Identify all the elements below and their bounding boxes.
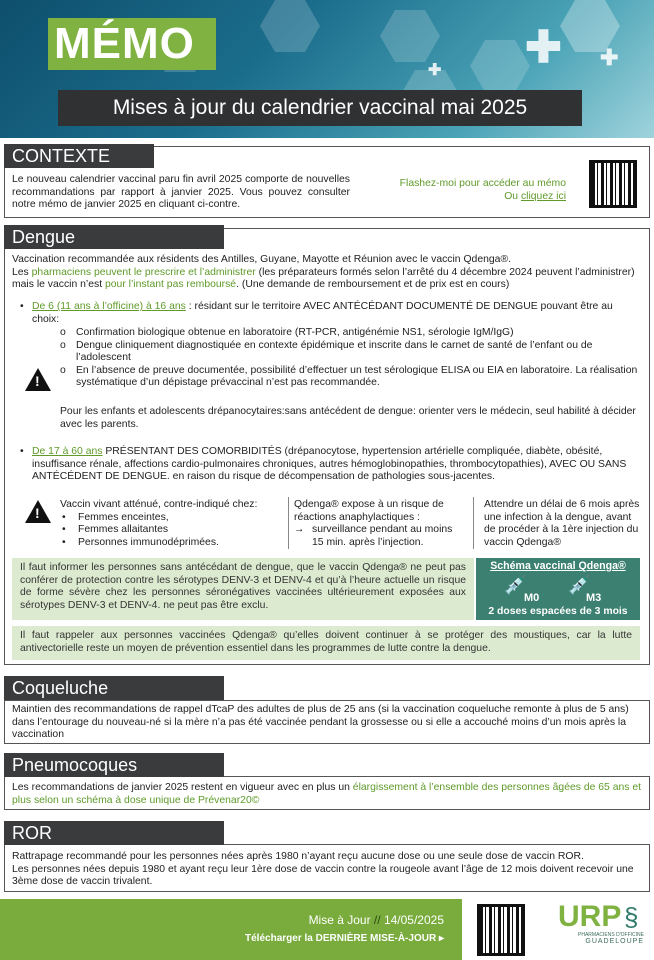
footer-bar: [0, 899, 462, 960]
dose-m3: M3: [586, 592, 602, 604]
divider: [288, 497, 289, 549]
warning-icon: [25, 500, 51, 523]
caduceus-icon: §: [624, 902, 639, 932]
dengue-intro-1: Vaccination recommandée aux résidents des Antilles, Guyane, Mayotte et Réunion avec le vaccin Qdenga®.: [12, 254, 511, 265]
ci-item: Personnes immunodéprimées.: [78, 536, 219, 548]
txt: (drépanocytose, hypertension artérielle compliquée, diabète, obésité, insuffisance rénale, affections cardio-pulmonaires chroniques, autres hémoglobinopathies, thrombocytopathies),: [32, 446, 603, 470]
anaphylaxis-note: Qdenga® expose à un risque de réactions anaphylactiques : → surveillance pendant au moins 15 min. après l’injection.: [294, 499, 466, 549]
ror-text: [12, 851, 642, 889]
section-title-dengue: Dengue: [4, 225, 224, 249]
update-date: 14/05/2025: [383, 913, 444, 927]
delay-note: Attendre un délai de 6 mois après une infection à la dengue, avant de procéder à la 1ère injection du vaccin Qdenga®: [484, 499, 640, 548]
txt: Les: [12, 266, 32, 278]
txt: pouvant être au choix:: [32, 301, 613, 325]
dengue-bullet-2: • De 17 à 60 ans PRÉSENTANT DES COMORBIDITÉS (drépanocytose, hypertension artérielle compliquée, diabète, obésité, insuffisance rénale, affections cardio-pulmonaires chroniques, autres hémoglobinopathies, thrombocytopathies), AVEC OU SANS ANTÉCÉDENT DE DENGUE. en raison du risque de décompensation de pathologies sous-jacentes.: [20, 446, 627, 483]
divider: [473, 497, 474, 549]
ana-text: surveillance pendant au moins 15 min. après l’injection.: [312, 524, 453, 548]
txt: Les recommandations de janvier 2025 restent en vigueur avec en plus un: [12, 782, 353, 793]
ana-text: Qdenga® expose à un risque de réactions anaphylactiques :: [294, 499, 444, 523]
medical-cross-icon: ✚: [428, 62, 442, 79]
sep: //: [370, 913, 384, 927]
pneumo-text: [12, 782, 642, 807]
ci-title: Vaccin vivant atténué, contre-indiqué chez:: [60, 499, 258, 510]
txt: : résidant sur le territoire: [185, 301, 304, 312]
memo-title: MÉMO: [48, 18, 216, 70]
txt-green: pharmaciens peuvent le prescrire et l’administrer: [31, 266, 256, 278]
warning-icon: [25, 368, 51, 391]
medical-cross-icon: ✚: [525, 23, 562, 72]
update-line: [200, 913, 444, 927]
qr-code-download[interactable]: [477, 904, 525, 956]
arrow-right-icon: ▸: [438, 933, 444, 944]
mosquito-reminder: Il faut rappeler aux personnes vaccinées Qdenga® qu’elles doivent continuer à se protéger des moustiques, car la lutte antivectorielle reste un moyen de prévention essentiel dans les programmes de lutte contre la dengue.: [12, 626, 640, 660]
schema-title: Schéma vaccinal Qdenga®: [490, 560, 626, 572]
txt-strong: PRÉSENTANT DES COMORBIDITÉS: [102, 446, 282, 457]
medical-cross-icon: ✚: [600, 45, 619, 70]
contexte-text: Le nouveau calendrier vaccinal paru fin avril 2025 comporte de nouvelles recommandations par rapport à janvier 2025. Vous pouvez consulter notre mémo de janvier 2025 en cliquant ci-contre.: [12, 174, 350, 211]
or-text: Ou: [504, 191, 521, 202]
logo-sub: PHARMACIENS D'OFFICINE: [578, 932, 644, 938]
download-text[interactable]: Télécharger la DERNIÈRE MISE-À-JOUR: [245, 933, 437, 944]
drepanocytaires-note: Pour les enfants et adolescents drépanocytaires:sans antécédent de dengue: orienter vers le médecin, seul habilité à décider avec les parents.: [60, 406, 636, 430]
syringe-icon: 💉: [504, 575, 527, 595]
click-here-link[interactable]: cliquez ici: [520, 191, 566, 202]
qr-code-memo[interactable]: [589, 160, 637, 208]
section-title-pneumocoques: Pneumocoques: [4, 753, 224, 777]
txt-green: pour l’instant pas remboursé: [104, 279, 237, 291]
flash-text: Flashez-moi pour accéder au mémo: [399, 178, 566, 189]
ci-item: Femmes allaitantes: [78, 524, 169, 536]
flash-block: [370, 177, 566, 203]
info-box: Il faut informer les personnes sans antécédant de dengue, que le vaccin Qdenga® ne peut pas conférer de protection contre les sérotypes DENV-3 et DENV-4 et qu’à l’heure actuelle un risque de forme sévère chez les personnes séronégatives vaccinées ultérieurement exposées aux sérotypes DENV-3 et DENV-4. ne peut pas être exclu.: [12, 558, 474, 620]
ror-line-1: Rattrapage recommandé pour les personnes nées après 1980 n’ayant reçu aucune dose ou une seule dose de vaccin ROR.: [12, 851, 584, 862]
txt: . (Une demande de remboursement et de prix est en cours): [236, 279, 510, 291]
syringe-icon: 💉: [568, 575, 591, 595]
urps-logo: [558, 902, 648, 952]
age-range: De 17 à 60 ans: [32, 446, 103, 457]
sub-item: En l’absence de preuve documentée, possibilité d’effectuer un test sérologique ELISA ou EIA en laboratoire. La réalisation systématique d’un dépistage prévaccinal n’est pas recommandée.: [76, 364, 638, 389]
sub-item: Dengue cliniquement diagnostiquée en contexte épidémique et inscrite dans le carnet de santé de l’enfant ou de l’adolescent: [76, 339, 593, 364]
update-label: Mise à Jour: [308, 913, 371, 927]
download-link[interactable]: [180, 933, 444, 944]
contraindications: Vaccin vivant atténué, contre-indiqué chez: • Femmes enceintes, • Femmes allaitantes • Personnes immunodéprimées.: [60, 499, 284, 549]
dengue-bullet-1: • De 6 (11 ans à l’officine) à 16 ans : résidant sur le territoire AVEC ANTÉCÉDANT DOCUMENTÉ DE DENGUE pouvant être au choix:: [20, 301, 613, 325]
logo-sub: GUADELOUPE: [585, 938, 644, 945]
sub-item: Confirmation biologique obtenue en laboratoire (RT-PCR, antigénémie NS1, sérologie IgM/IgG): [76, 327, 514, 338]
logo-text: URP: [558, 900, 622, 933]
schema-doses: 2 doses espacées de 3 mois: [488, 606, 628, 617]
age-range: De 6 (11 ans à l’officine) à 16 ans: [32, 301, 186, 312]
dengue-subitems: o Confirmation biologique obtenue en laboratoire (RT-PCR, antigénémie NS1, sérologie IgM/IgG) o Dengue cliniquement diagnostiquée en contexte épidémique et inscrite dans le carnet de santé de l’enfant ou de l’adolescent o En l’absence de preuve documentée, possibilité d’effectuer un test sérologique ELISA ou EIA en laboratoire. La réalisation systématique d’un dépistage prévaccinal n’est pas recommandée.: [60, 327, 638, 389]
txt: . en raison du risque de décompensation de pathologies sous-jacentes.: [166, 471, 496, 483]
txt-green: élargissement à l’ensemble des personnes âgées de 65 ans et plus selon un schéma à dose unique de Prévenar20©: [12, 782, 642, 806]
ror-line-2: Les personnes nées depuis 1980 et ayant reçu leur 1ère dose de vaccin contre la rougeole avant l’âge de 12 mois doivent recevoir une 3ème dose de vaccin trivalent.: [12, 863, 634, 888]
section-title-contexte: CONTEXTE: [4, 144, 154, 168]
schema-box: [476, 558, 640, 620]
page-subtitle: Mises à jour du calendrier vaccinal mai 2025: [58, 90, 582, 126]
coqueluche-text: Maintien des recommandations de rappel dTcaP des adultes de plus de 25 ans (si la vaccination coqueluche remonte à plus de 5 ans) dans l’entourage du nouveau-né si la mère n’a pas été vaccinée pendant la grossesse ou si elle a accouché moins d’un mois après la vaccination: [12, 704, 629, 741]
dose-m0: M0: [524, 592, 540, 604]
txt: (les préparateurs formés selon l’arrêté du 4 décembre 2024 peuvent l’administrer) mais le vaccin n’est: [12, 266, 635, 291]
section-title-ror: ROR: [4, 821, 224, 845]
header-banner: [0, 0, 654, 138]
ci-item: Femmes enceintes,: [78, 511, 169, 523]
txt-strong: AVEC OU SANS ANTÉCÉDENT DE DENGUE: [32, 458, 627, 483]
section-title-coqueluche: Coqueluche: [4, 676, 224, 700]
dengue-intro: [12, 254, 642, 292]
txt-strong: AVEC ANTÉCÉDANT DOCUMENTÉ DE DENGUE: [303, 301, 538, 312]
